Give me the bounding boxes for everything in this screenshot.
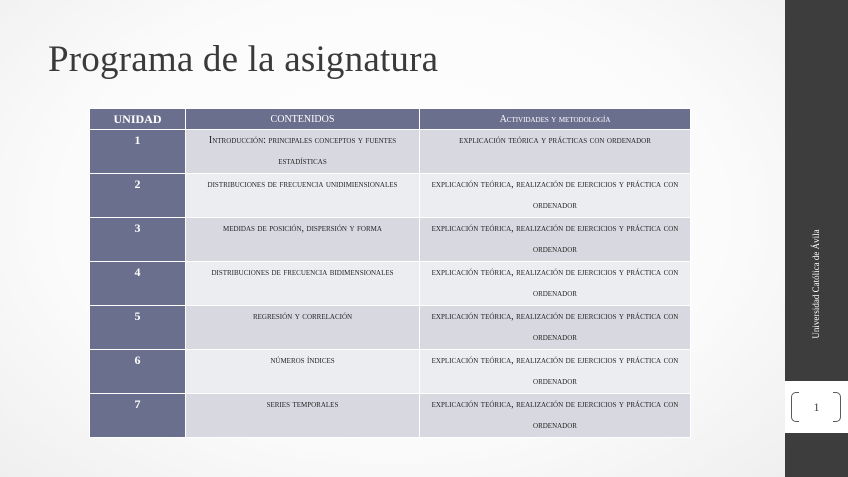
- activities-cell: explicación teórica, realización de ejercicios y práctica con ordenador: [420, 174, 691, 218]
- contents-cell: distribuciones de frecuencia bidimensionales: [186, 262, 420, 306]
- unit-cell: 7: [90, 394, 186, 438]
- university-name: Universidad Católica de Ávila: [811, 229, 821, 339]
- contents-cell: Introducción: principales conceptos y fuentes estadísticas: [186, 130, 420, 174]
- unit-cell: 2: [90, 174, 186, 218]
- contents-cell: números índices: [186, 350, 420, 394]
- header-unit: UNIDAD: [90, 109, 186, 130]
- activities-cell: explicación teórica, realización de ejercicios y práctica con ordenador: [420, 218, 691, 262]
- page-number: 1: [813, 400, 820, 414]
- activities-cell: explicación teórica, realización de ejercicios y práctica con ordenador: [420, 394, 691, 438]
- activities-cell: explicación teórica, realización de ejercicios y práctica con ordenador: [420, 306, 691, 350]
- header-activities: Actividades y metodología: [420, 109, 691, 130]
- table-row: [90, 174, 691, 218]
- contents-cell: series temporales: [186, 394, 420, 438]
- contents-cell: regresión y correlación: [186, 306, 420, 350]
- header-contents: CONTENIDOS: [186, 109, 420, 130]
- unit-cell: 4: [90, 262, 186, 306]
- table-row: [90, 218, 691, 262]
- left-bracket-icon: [791, 392, 799, 422]
- slide-title: Programa de la asignatura: [48, 39, 439, 80]
- table-row: [90, 394, 691, 438]
- contents-cell: distribuciones de frecuencia unidimiensionales: [186, 174, 420, 218]
- unit-cell: 3: [90, 218, 186, 262]
- activities-cell: explicación teórica y prácticas con ordenador: [420, 130, 691, 174]
- activities-cell: explicación teórica, realización de ejercicios y práctica con ordenador: [420, 350, 691, 394]
- right-bracket-icon: [833, 392, 841, 422]
- unit-cell: 6: [90, 350, 186, 394]
- table-row: [90, 350, 691, 394]
- table-row: [90, 262, 691, 306]
- syllabus-table: [89, 108, 691, 438]
- contents-cell: medidas de posición, dispersión y forma: [186, 218, 420, 262]
- unit-cell: 5: [90, 306, 186, 350]
- table-header-row: [90, 109, 691, 130]
- table-row: [90, 306, 691, 350]
- unit-cell: 1: [90, 130, 186, 174]
- table-row: [90, 130, 691, 174]
- activities-cell: explicación teórica, realización de ejercicios y práctica con ordenador: [420, 262, 691, 306]
